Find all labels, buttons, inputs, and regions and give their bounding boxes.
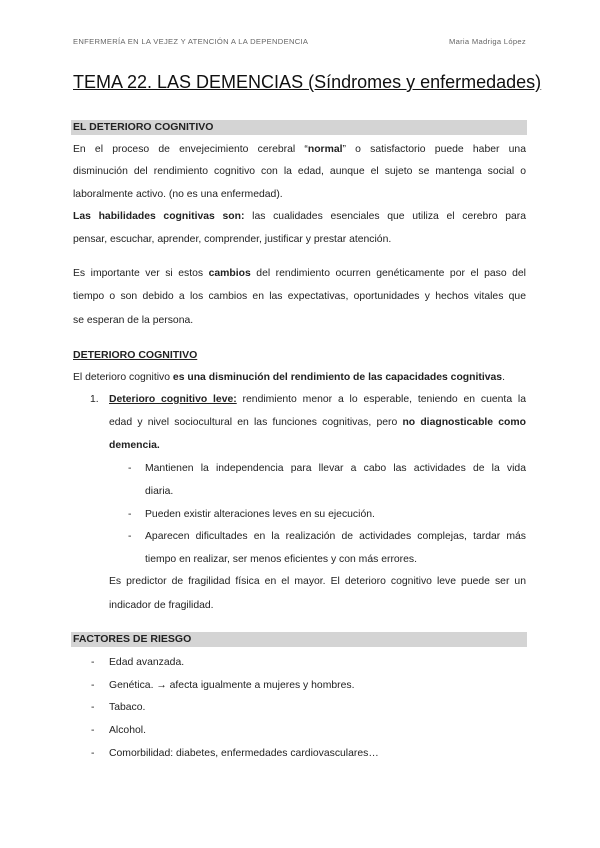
header-course: ENFERMERÍA EN LA VEJEZ Y ATENCIÓN A LA DEPENDENCIA bbox=[73, 37, 309, 46]
section-heading-deterioro: EL DETERIORO COGNITIVO bbox=[71, 120, 527, 135]
bullet-dash: - bbox=[91, 748, 95, 759]
paragraph-line: Es importante ver si estos cambios del rendimiento ocurren genéticamente por el paso del bbox=[73, 268, 526, 279]
list-item-line: edad y nivel sociocultural en las funciones cognitivas, pero no diagnosticable como bbox=[109, 417, 526, 428]
paragraph-line: indicador de fragilidad. bbox=[109, 600, 214, 611]
list-number: 1. bbox=[90, 394, 99, 405]
page-title: TEMA 22. LAS DEMENCIAS (Síndromes y enfermedades) bbox=[73, 72, 542, 92]
bullet-dash: - bbox=[128, 463, 132, 474]
paragraph-line: Las habilidades cognitivas son: las cualidades esenciales que utiliza el cerebro para bbox=[73, 211, 526, 222]
section-heading-factores: FACTORES DE RIESGO bbox=[71, 632, 527, 647]
paragraph-line: tiempo o son debido a los cambios en las expectativas, oportunidades y hechos vitales que bbox=[73, 291, 526, 302]
bullet-dash: - bbox=[128, 509, 132, 520]
bullet-line: Mantienen la independencia para llevar a cabo las actividades de la vida bbox=[145, 463, 526, 474]
paragraph-line: pensar, escuchar, aprender, comprender, justificar y prestar atención. bbox=[73, 234, 392, 245]
risk-factor-item: Genética. → afecta igualmente a mujeres y hombres. bbox=[109, 680, 355, 691]
bullet-line: Pueden existir alteraciones leves en su ejecución. bbox=[145, 509, 375, 520]
risk-factor-item: Comorbilidad: diabetes, enfermedades cardiovasculares… bbox=[109, 748, 379, 759]
bullet-line: diaria. bbox=[145, 486, 174, 497]
bullet-dash: - bbox=[128, 531, 132, 542]
header-author: Maria Madriga López bbox=[448, 37, 526, 46]
paragraph-line: El deterioro cognitivo es una disminución del rendimiento de las capacidades cognitivas. bbox=[73, 372, 505, 383]
risk-factor-item: Alcohol. bbox=[109, 725, 146, 736]
paragraph-line: Es predictor de fragilidad física en el mayor. El deterioro cognitivo leve puede ser un bbox=[109, 576, 526, 587]
bullet-dash: - bbox=[91, 657, 95, 668]
bullet-dash: - bbox=[91, 725, 95, 736]
list-item: Deterioro cognitivo leve: rendimiento menor a lo esperable, teniendo en cuenta la bbox=[109, 394, 527, 405]
risk-factor-item: Edad avanzada. bbox=[109, 657, 185, 668]
risk-factor-item: Tabaco. bbox=[109, 702, 146, 713]
subsection-heading: DETERIORO COGNITIVO bbox=[73, 349, 198, 361]
bullet-line: Aparecen dificultades en la realización de actividades complejas, tardar más bbox=[145, 531, 526, 542]
paragraph-line: se esperan de la persona. bbox=[73, 315, 194, 326]
bullet-dash: - bbox=[91, 702, 95, 713]
list-item-line: demencia. bbox=[109, 440, 160, 451]
paragraph-line: disminución del rendimiento cognitivo con la edad, aunque el sujeto se mantenga social o bbox=[73, 166, 526, 177]
bullet-line: tiempo en realizar, ser menos eficientes y con más errores. bbox=[145, 554, 418, 565]
bullet-dash: - bbox=[91, 680, 95, 691]
paragraph-line: laboralmente activo. (no es una enfermedad). bbox=[73, 189, 283, 200]
paragraph-line: En el proceso de envejecimiento cerebral “normal” o satisfactorio puede haber una bbox=[73, 144, 526, 155]
